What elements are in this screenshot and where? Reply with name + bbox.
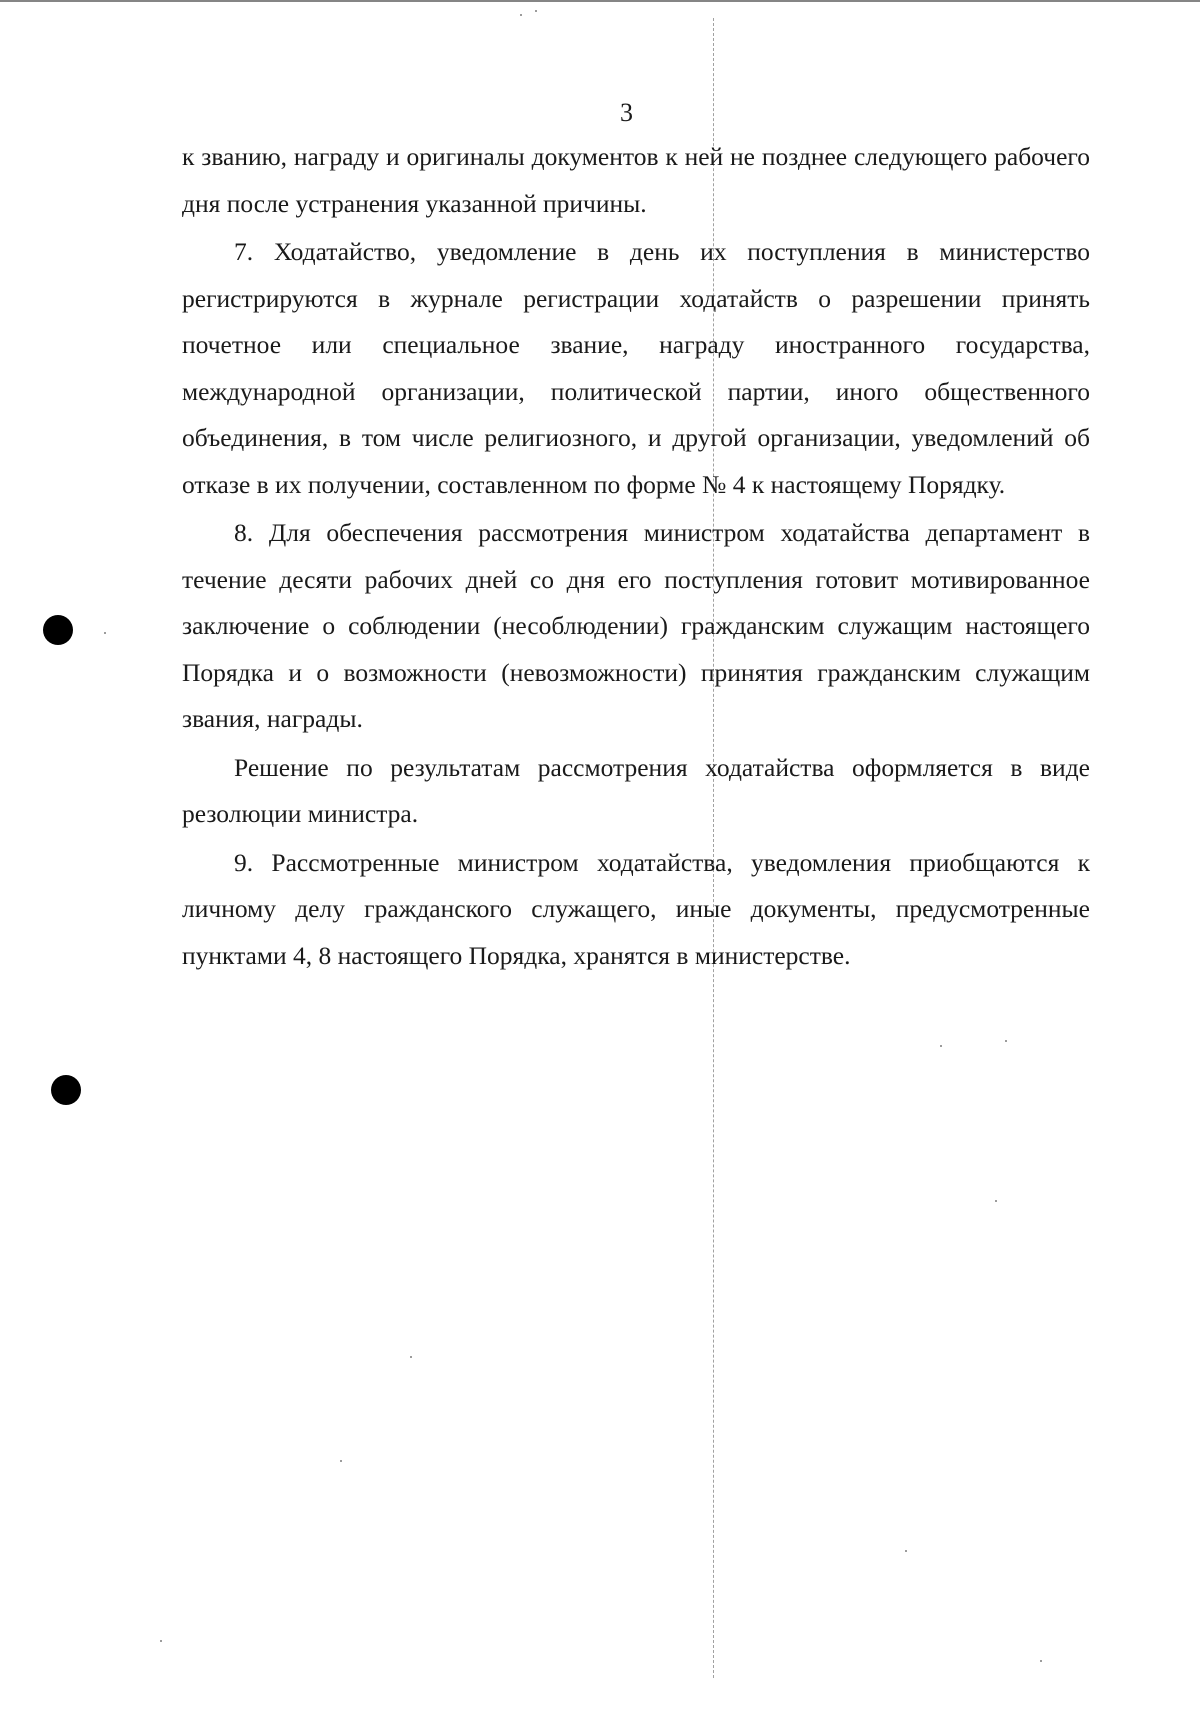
paragraph-decision: Решение по результатам рассмотрения ходатайства оформляется в виде резолюции министра. <box>182 752 1090 828</box>
scan-speck <box>1040 1660 1042 1662</box>
scan-speck <box>410 1356 412 1358</box>
punch-hole-top <box>43 615 73 645</box>
scan-speck <box>1005 1040 1007 1042</box>
punch-hole-bottom <box>51 1075 81 1105</box>
scan-speck <box>995 1200 997 1202</box>
scan-speck <box>104 632 106 634</box>
paragraph-continuation: к званию, награду и оригиналы документов к ней не позднее следующего рабочего дня после устранения указанной причины. <box>182 142 1090 218</box>
paragraph-item-8: 8. Для обеспечения рассмотрения министром ходатайства департамент в течение десяти рабочих дней со дня его поступления готовит мотивированное заключение о соблюдении (несоблюдении) гражданским служащим настоящего Порядка и о возможности (невозможности) принятия гражданским служащим звания, награды. <box>182 518 1090 733</box>
scan-speck <box>535 10 537 12</box>
scan-speck <box>340 1460 342 1462</box>
scan-speck <box>520 14 522 16</box>
paragraph-item-7: 7. Ходатайство, уведомление в день их поступления в министерство регистрируются в журнале регистрации ходатайств о разрешении принять почетное или специальное звание, награду иностранного государства, международной организации, политической партии, иного общественного объединения, в том числе религиозного, и другой организации, уведомлений об отказе в их получении, составленном по форме № 4 к настоящему Порядку. <box>182 237 1090 499</box>
scan-speck <box>160 1640 162 1642</box>
page-number: 3 <box>620 98 633 127</box>
paragraph-item-9: 9. Рассмотренные министром ходатайства, уведомления приобщаются к личному делу гражданского служащего, иные документы, предусмотренные пунктами 4, 8 настоящего Порядка, хранятся в министерстве. <box>182 847 1090 970</box>
scan-top-edge <box>0 0 1200 2</box>
scan-speck <box>940 1045 942 1047</box>
document-body <box>182 134 1090 979</box>
scan-speck <box>905 1550 907 1552</box>
